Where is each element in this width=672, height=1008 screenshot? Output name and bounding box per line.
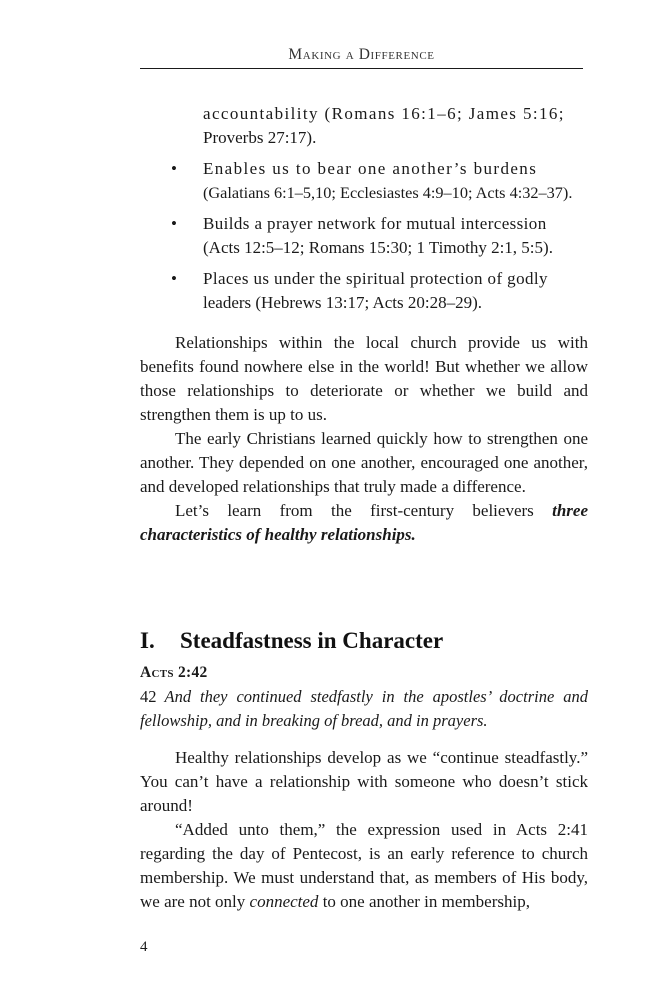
section-number: I. xyxy=(140,628,155,653)
scripture-reference: Acts 2:42 xyxy=(140,664,208,681)
bullet-item xyxy=(140,157,588,205)
paragraph-tail: to one another in membership, xyxy=(318,892,530,911)
paragraph xyxy=(140,818,588,914)
bullet-item xyxy=(140,267,588,315)
bullet-icon: • xyxy=(171,214,177,233)
verse-text: And they continued stedfastly in the apostles’ doctrine and fellowship, and in breaking of bread, and in prayers. xyxy=(140,687,588,730)
bullet-line1: Builds a prayer network for mutual intercession xyxy=(203,214,547,233)
page-number: 4 xyxy=(140,939,148,955)
bullet-line2: (Galatians 6:1–5,10; Ecclesiastes 4:9–10; Acts 4:32–37). xyxy=(203,183,573,202)
emphasis-text: connected xyxy=(249,892,319,911)
intro-paragraphs xyxy=(140,331,588,547)
section-paragraphs xyxy=(140,746,588,914)
bullet-icon: • xyxy=(171,159,177,178)
header-rule xyxy=(140,68,583,69)
paragraph xyxy=(140,499,588,547)
bullet-line1: Enables us to bear one another’s burdens xyxy=(203,159,538,178)
emphasis-text: three characteristics of healthy relationships. xyxy=(140,501,588,544)
paragraph-lead: “Added unto them,” the expression used in Acts 2:41 regarding the day of Pentecost, is an early reference to church membership. We must understand that, as members of His body, we are not only xyxy=(140,820,588,911)
bullet-continuation-line2: Proverbs 27:17). xyxy=(203,128,317,147)
section-heading xyxy=(140,628,443,654)
bullet-line2: (Acts 12:5–12; Romans 15:30; 1 Timothy 2:1, 5:5). xyxy=(203,238,553,257)
bullet-icon: • xyxy=(171,269,177,288)
bullet-line1: Places us under the spiritual protection of godly xyxy=(203,269,548,288)
paragraph: The early Christians learned quickly how to strengthen one another. They depended on one another, encouraged one another, and developed relationships that truly made a difference. xyxy=(140,429,588,496)
scripture-verse xyxy=(140,685,588,733)
paragraph-lead: Let’s learn from the first-century believers xyxy=(175,501,553,520)
bullet-line2: leaders (Hebrews 13:17; Acts 20:28–29). xyxy=(203,293,483,312)
bullet-continuation xyxy=(140,102,588,150)
section-title: Steadfastness in Character xyxy=(180,628,444,653)
verse-number: 42 xyxy=(140,687,157,706)
bullet-continuation-line1: accountability (Romans 16:1–6; James 5:16; xyxy=(203,104,565,123)
bullet-list xyxy=(140,102,588,322)
paragraph: Healthy relationships develop as we “continue steadfastly.” You can’t have a relationship with someone who doesn’t stick around! xyxy=(140,748,588,815)
running-header: Making a Difference xyxy=(288,46,435,63)
paragraph: Relationships within the local church provide us with benefits found nowhere else in the world! But whether we allow those relationships to deteriorate or whether we build and strengthen them is up to us. xyxy=(140,333,588,424)
bullet-item xyxy=(140,212,588,260)
